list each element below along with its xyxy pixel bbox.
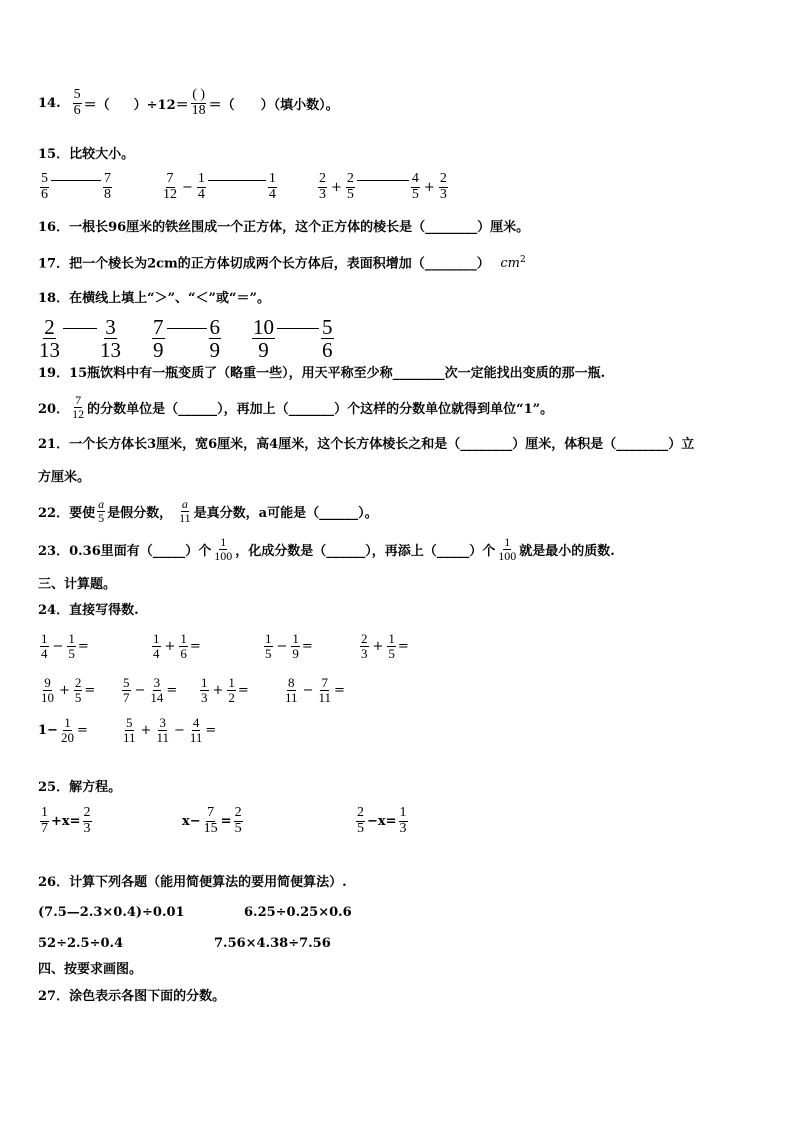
- answer-blank[interactable]: [63, 328, 97, 329]
- q15-item-a: $\frac{5}{6}$ $\frac{7}{8}$: [41, 171, 111, 202]
- question-23: 23．0.36里面有（_____）个 $\frac{1}{100}$ ，化成分数是（______），再添上（_____）个 $\frac{1}{100}$ 就是最小的质数.: [38, 535, 615, 563]
- question-14: [38, 88, 339, 118]
- q14-number: 14.: [38, 95, 61, 111]
- question-21-line-2: 方厘米。: [38, 470, 91, 485]
- answer-blank[interactable]: [51, 180, 101, 181]
- q24-expr: $\frac{5}{11}$ + $\frac{3}{11}$ − $\frac{4}{11}$ =: [123, 715, 217, 745]
- q24-title: 24．直接写得数.: [38, 603, 139, 618]
- q26-expr-b: 6.25÷0.25×0.6: [244, 905, 352, 920]
- section-3-heading: 三、计算题。: [38, 577, 117, 592]
- q24-expr: 1− $\frac{1}{20}$ =: [38, 715, 88, 745]
- answer-blank[interactable]: [208, 180, 266, 181]
- question-27: 27．涂色表示各图下面的分数。: [38, 989, 226, 1004]
- q25-equation-2: x− $\frac{7}{15}$ = $\frac{2}{5}$: [182, 805, 242, 836]
- q25-equation-3: $\frac{2}{5}$ −x= $\frac{1}{3}$: [357, 805, 407, 836]
- q18-pair-1: $\frac{2}{13}$ $\frac{3}{13}$: [39, 315, 121, 363]
- q24-expr: $\frac{9}{10}$ + $\frac{2}{5}$ =: [41, 675, 96, 705]
- answer-blank[interactable]: [167, 328, 207, 329]
- q18-pair-2: $\frac{7}{9}$ $\frac{6}{9}$: [153, 315, 220, 363]
- question-22: 22．要使 $\frac{a}{5}$ 是假分数， $\frac{a}{11}$ 是真分数，a可能是（______）。: [38, 497, 378, 525]
- q24-expr: $\frac{1}{3}$ + $\frac{1}{2}$ =: [201, 675, 249, 705]
- q14-text-4: ）（填小数）。: [260, 97, 339, 113]
- section-4-heading: 四、按要求画图。: [38, 962, 143, 977]
- q24-expr: $\frac{1}{4}$ + $\frac{1}{6}$ =: [153, 631, 201, 661]
- q25-title: 25．解方程。: [38, 780, 122, 795]
- q18-pair-3: $\frac{10}{9}$ $\frac{5}{6}$: [253, 315, 333, 363]
- fraction-blank-18: $\frac{( )}{18}$: [191, 87, 206, 118]
- q25-equation-1: $\frac{1}{7}$ +x= $\frac{2}{3}$: [41, 805, 91, 836]
- answer-blank[interactable]: [277, 328, 319, 329]
- q15-item-b: $\frac{7}{12}$ − $\frac{1}{4}$ $\frac{1}{4}$: [163, 171, 276, 202]
- question-16: 16．一根长96厘米的铁丝围成一个正方体，这个正方体的棱长是（________）厘米。: [38, 220, 530, 235]
- q24-expr: $\frac{2}{3}$ + $\frac{1}{5}$ =: [361, 631, 409, 661]
- answer-blank[interactable]: [357, 180, 409, 181]
- fraction-5-6: $\frac{5}{6}$: [73, 87, 81, 118]
- q26-title: 26．计算下列各题（能用简便算法的要用简便算法）.: [38, 875, 347, 890]
- question-20: 20． $\frac{7}{12}$ 的分数单位是（______），再加上（_______）个这样的分数单位就得到单位“1”。: [38, 393, 554, 421]
- question-17: 17．把一个棱长为2cm的正方体切成两个长方体后，表面积增加（________） $cm^2$: [38, 255, 526, 272]
- q26-expr-a: (7.5—2.3×0.4)÷0.01: [38, 905, 185, 920]
- q15-title: 15．比较大小。: [38, 147, 135, 162]
- q24-expr: $\frac{1}{4}$ − $\frac{1}{5}$ =: [41, 631, 89, 661]
- q24-expr: $\frac{1}{5}$ − $\frac{1}{9}$ =: [265, 631, 313, 661]
- q24-expr: $\frac{8}{11}$ − $\frac{7}{11}$ =: [285, 675, 345, 705]
- q24-expr: $\frac{5}{7}$ − $\frac{3}{14}$ =: [123, 675, 178, 705]
- q26-expr-d: 7.56×4.38÷7.56: [214, 936, 331, 951]
- q14-text-3: ＝（: [208, 97, 235, 113]
- q14-text-1: ＝（: [83, 97, 110, 113]
- q15-item-c: $\frac{2}{3}$ + $\frac{2}{5}$ $\frac{4}{5}$ + $\frac{2}{3}$: [319, 171, 447, 202]
- q14-text-2: ）÷12＝: [133, 97, 189, 113]
- question-21-line-1: 21．一个长方体长3厘米，宽6厘米，高4厘米，这个长方体棱长之和是（________）厘米，体积是（________）立: [38, 437, 695, 452]
- q18-title: 18．在横线上填上“＞”、“＜”或“＝”。: [38, 291, 270, 306]
- question-19: 19．15瓶饮料中有一瓶变质了（略重一些），用天平称至少称________次一定能找出变质的那一瓶.: [38, 366, 606, 381]
- q26-expr-c: 52÷2.5÷0.4: [38, 936, 124, 951]
- unit-cm: cm: [500, 256, 520, 272]
